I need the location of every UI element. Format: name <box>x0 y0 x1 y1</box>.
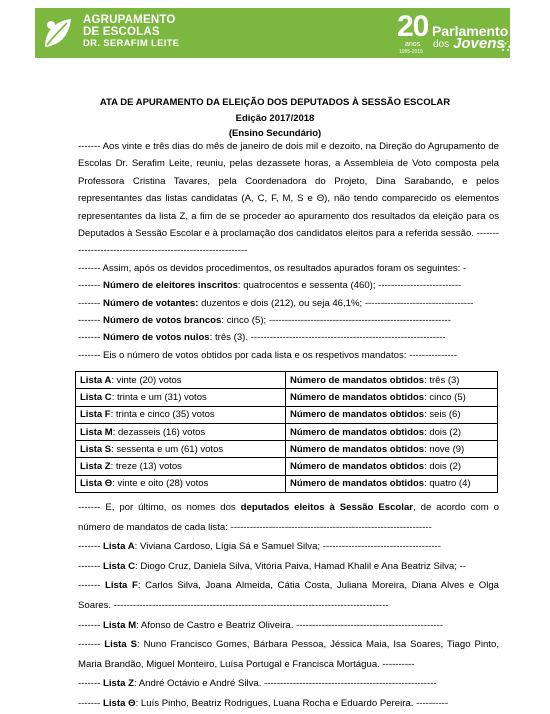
anniversary-years: 1995-2015 <box>399 49 423 55</box>
title-line-1: ATA DE APURAMENTO DA ELEIÇÃO DOS DEPUTADOS À SESSÃO ESCOLAR <box>99 97 451 108</box>
list-votes-cell: Lista M: dezasseis (16) votos <box>76 423 286 440</box>
elected-list-z: ------- Lista Z: André Octávio e André Silva. ------------------------------------------------------ <box>78 678 437 690</box>
title-line-2: Edição 2017/2018 <box>235 112 315 124</box>
document-body <box>78 138 499 364</box>
document-title <box>0 95 550 142</box>
anniversary-number: 20 <box>397 10 429 43</box>
list-votes-cell: Lista Z: treze (13) votos <box>76 458 286 475</box>
leaf-logo-icon <box>39 13 79 53</box>
table-row <box>76 406 498 423</box>
elected-intro: ------- E, por último, os nomes dos deputados eleitos à Sessão Escolar, de acordo com o número de mandatos de cada lista: --------------------------------------------------------------- <box>78 502 499 533</box>
title-line-3: (Ensino Secundário) <box>228 128 322 139</box>
intro-paragraph: ------- Aos vinte e três dias do mês de janeiro de dois mil e dezoito, na Direção do Agrupamento de Escolas Dr. Serafim Leite, reuniu, pelas dezassete horas, a Assembleia de Voto composta pela Professora Cristina Tavares, pela Coordenadora do Projeto, Dina Sarabando, e pelos representantes das listas candidatas (A, C, F, M, S e Θ), não tendo comparecido os elementos representantes da lista Z, a fim de se proceder ao apuramento dos resultados da eleição para os Deputados à Sessão Escolar e à proclamação dos candidatos eleitos para a referida sessão. ------------------------------------------------------------ <box>78 141 499 257</box>
stat-voters: ------- Número de votantes: duzentos e dois (212), ou seja 46,1%; ---------------------------------- <box>78 297 474 309</box>
results-table <box>75 371 498 493</box>
school-line-3: DR. SERAFIM LEITE <box>83 38 180 49</box>
brand-jovens: Jovens <box>453 35 505 52</box>
brand-parlamento: Parlamento <box>432 23 509 39</box>
brand-dos: dos <box>433 39 450 50</box>
elected-list-f: ------- Lista F: Carlos Silva, Joana Almeida, Cátia Costa, Juliana Moreira, Diana Alves e Olga Soares. -------------------------------------------------------------------------------------- <box>78 580 500 611</box>
elected-list-a: ------- Lista A: Viviana Cardoso, Lígia Sá e Samuel Silva; ------------------------------------- <box>78 541 441 553</box>
list-votes-cell: Lista S: sessenta e um (61) votos <box>76 441 286 458</box>
school-name <box>83 14 179 50</box>
table-row <box>76 475 498 492</box>
list-votes-cell: Lista F: trinta e cinco (35) votos <box>76 406 286 423</box>
table-row <box>76 441 498 458</box>
table-row <box>76 423 498 440</box>
mandates-cell: Número de mandatos obtidos: seis (6) <box>286 406 498 423</box>
elected-section <box>78 498 499 714</box>
parliament-seats-icon <box>501 41 531 51</box>
elected-list-m: ------- Lista M: Afonso de Castro e Beatriz Oliveira. ---------------------------------------------- <box>78 619 444 631</box>
mandates-cell: Número de mandatos obtidos: quatro (4) <box>286 475 498 492</box>
mandates-cell: Número de mandatos obtidos: três (3) <box>286 372 498 389</box>
school-line-1: AGRUPAMENTO <box>83 14 176 26</box>
mandates-cell: Número de mandatos obtidos: cinco (5) <box>286 389 498 406</box>
mandates-cell: Número de mandatos obtidos: dois (2) <box>286 458 498 475</box>
table-row <box>76 389 498 406</box>
list-votes-cell: Lista C: trinta e um (31) votos <box>76 389 286 406</box>
mandates-cell: Número de mandatos obtidos: dois (2) <box>286 423 498 440</box>
stat-blank: ------- Número de votos brancos: cinco (5); --------------------------------------------------------- <box>78 315 451 327</box>
anniversary-word: anos <box>405 41 421 48</box>
table-row <box>76 372 498 389</box>
elected-list-theta: ------- Lista Θ: Luís Pinho, Beatriz Rodrigues, Luana Rocha e Eduardo Pereira. ---------- <box>78 697 449 709</box>
school-line-2: DE ESCOLAS <box>83 26 160 38</box>
elected-list-s: ------- Lista S: Nuno Francisco Gomes, Bárbara Pessoa, Jéssica Maia, Isa Soares, Tiago Pinto, Maria Brandão, Miguel Monteiro, Luísa Portugal e Francisca Mortágua. ---------- <box>78 639 500 670</box>
list-votes-cell: Lista A: vinte (20) votos <box>76 372 286 389</box>
results-intro: ------- Assim, após os devidos procedimentos, os resultados apurados foram os seguintes: - <box>78 262 467 274</box>
stat-registered: ------- Número de eleitores inscritos: quatrocentos e sessenta (460); -------------------------- <box>78 280 462 292</box>
table-row <box>76 458 498 475</box>
mandates-cell: Número de mandatos obtidos: nove (9) <box>286 441 498 458</box>
list-votes-cell: Lista Θ: vinte e oito (28) votos <box>76 475 286 492</box>
header-banner <box>35 8 510 58</box>
stat-null: ------- Número de votos nulos: três (3). ------------------------------------------------------------- <box>78 332 446 344</box>
elected-list-c: ------- Lista C: Diogo Cruz, Daniela Silva, Vitória Paiva, Hamad Khalil e Ana Beatriz Silva; -- <box>78 560 466 572</box>
votes-intro: ------- Eis o número de votos obtidos por cada lista e os respetivos mandatos: --------------- <box>78 349 458 361</box>
